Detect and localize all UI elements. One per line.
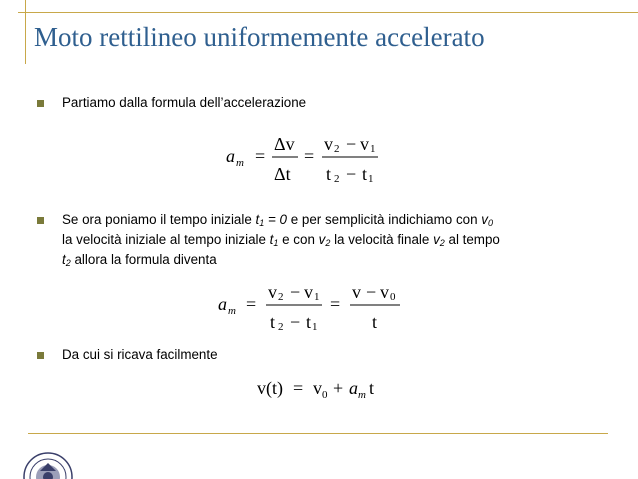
eq1-num2-v1: v <box>360 134 369 154</box>
eq1-den2-t: t <box>326 164 332 184</box>
equation-average-acceleration <box>220 128 390 188</box>
eq3-plus: + <box>333 378 344 398</box>
equation-velocity-time <box>255 372 385 406</box>
equation-acceleration-substituted <box>212 278 412 338</box>
eq2-den1-t1: t <box>306 312 312 332</box>
eq2-num2-minus: − <box>366 282 377 302</box>
eq2-num1-minus: − <box>290 282 301 302</box>
eq2-num2-sub0: 0 <box>390 291 396 303</box>
bullet-marker <box>37 217 44 224</box>
eq2-equals: = <box>246 294 257 314</box>
eq2-num1-sub2: 2 <box>278 291 284 303</box>
eq1-num2-v: v <box>324 134 333 154</box>
eq1-num1: Δv <box>274 134 295 154</box>
eq2-den1-sub2: 2 <box>278 321 284 333</box>
frame-vertical-line <box>25 0 26 64</box>
eq2-lhs-sub: m <box>228 305 236 317</box>
eq2-lhs: a <box>218 294 227 314</box>
eq3-v0: v <box>313 378 322 398</box>
eq2-den1-t: t <box>270 312 276 332</box>
eq2-num2-v0: v <box>380 282 389 302</box>
eq1-num2-sub2: 2 <box>334 143 340 155</box>
eq1-den2-sub2: 2 <box>334 173 340 185</box>
eq1-equals: = <box>255 146 266 166</box>
bullet-text-2-line-1: Se ora poniamo il tempo iniziale $t_1 = 0$ e per semplicità indichiamo con $v_0$ <box>62 212 493 228</box>
eq3-a: a <box>349 378 358 398</box>
eq2-num1-v1: v <box>304 282 313 302</box>
bullet-marker <box>37 352 44 359</box>
footer-divider <box>28 433 608 434</box>
eq1-equals-2: = <box>304 146 315 166</box>
eq2-den1-minus: − <box>290 312 301 332</box>
bullet-text-1: Partiamo dalla formula dell’accelerazione <box>62 95 307 110</box>
bullet-text-2-line-3: $t_2$ allora la formula diventa <box>62 252 217 268</box>
bullet-text-2-line-2: la velocità iniziale al tempo iniziale $t_1$ e con $v_2$ la velocità finale $v_2$ al tempo <box>62 232 500 248</box>
eq1-den2-minus: − <box>346 164 357 184</box>
eq2-num1-sub1: 1 <box>314 291 320 303</box>
slide-title: Moto rettilineo uniformemente accelerato <box>34 22 485 52</box>
bullet-text-3: Da cui si ricava facilmente <box>62 347 218 362</box>
frame-horizontal-line <box>18 12 638 13</box>
eq1-num2-minus: − <box>346 134 357 154</box>
eq2-equals-2: = <box>330 294 341 314</box>
eq2-num2-v: v <box>352 282 361 302</box>
eq3-t: t <box>369 378 375 398</box>
eq2-den2: t <box>372 312 378 332</box>
university-seal-logo <box>0 433 76 479</box>
eq1-num2-sub1: 1 <box>370 143 376 155</box>
eq1-den1: Δt <box>274 164 291 184</box>
eq3-equals: = <box>293 378 304 398</box>
eq1-den2-t1: t <box>362 164 368 184</box>
eq2-num1-v: v <box>268 282 277 302</box>
eq1-lhs: a <box>226 146 235 166</box>
bullet-marker <box>37 100 44 107</box>
eq3-a-sub: m <box>358 389 366 401</box>
eq3-v0-sub: 0 <box>322 389 328 401</box>
eq1-lhs-sub: m <box>236 157 244 169</box>
eq3-lhs: v(t) <box>257 378 283 398</box>
eq2-den1-sub1: 1 <box>312 321 318 333</box>
eq1-den2-sub1: 1 <box>368 173 374 185</box>
